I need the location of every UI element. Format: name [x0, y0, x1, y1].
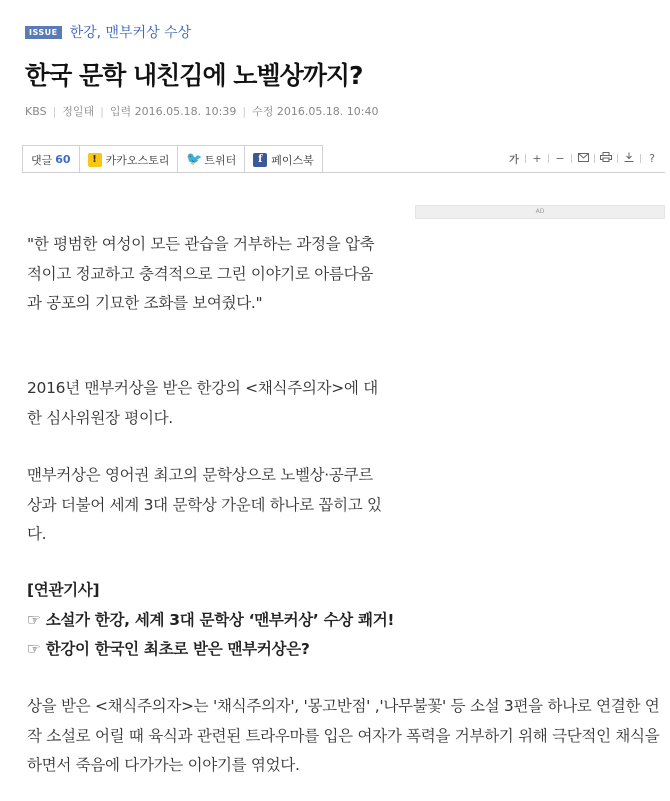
meta-divider: |	[242, 104, 247, 118]
meta-edit-label: 수정	[252, 105, 274, 118]
zoom-in-button[interactable]: +	[532, 152, 542, 165]
facebook-icon: f	[253, 153, 267, 167]
issue-topic-link[interactable]: 한강, 맨부커상 수상	[69, 25, 192, 41]
comment-label: 댓글	[31, 153, 53, 167]
tool-divider	[640, 154, 641, 163]
issue-badge: ISSUE	[25, 26, 62, 39]
download-icon[interactable]	[622, 152, 636, 165]
meta-input-time: 2016.05.18. 10:39	[134, 104, 237, 118]
comment-button[interactable]	[23, 146, 80, 173]
zoom-out-button[interactable]: −	[555, 152, 565, 165]
article-tools	[507, 151, 659, 166]
article-paragraph: 상을 받은 <채식주의자>는 '채식주의자', '몽고반점' ,'나무불꽃' 등 소설 3편을 하나로 연결한 연작 소설로 어릴 때 육식과 관련된 트라우마를 입은 여자가 폭력을 거부하기 위해 극단적인 채식을 하면서 죽음에 다가가는 이야기를 엮었다.	[27, 697, 660, 774]
comment-count: 60	[55, 153, 71, 166]
article-paragraph: "한 평범한 여성이 모든 관습을 거부하는 과정을 압축적이고 정교하고 충격적으로 그린 이야기로 아름다움과 공포의 기묘한 조화를 보여줬다."	[27, 235, 375, 312]
email-icon[interactable]	[576, 152, 590, 165]
kakaostory-share-button[interactable]	[80, 146, 179, 173]
related-link-2[interactable]: ☞ 한강이 한국인 최초로 받은 맨부커상은?	[27, 640, 310, 658]
print-icon[interactable]	[599, 152, 613, 165]
meta-input-label: 입력	[109, 105, 132, 118]
facebook-label: 페이스북	[271, 153, 314, 167]
related-articles	[27, 576, 487, 665]
tool-divider	[594, 154, 595, 163]
article-paragraph: 2016년 맨부커상을 받은 한강의 <채식주의자>에 대한 심사위원장 평이다.	[27, 379, 378, 427]
twitter-share-button[interactable]	[178, 146, 245, 173]
article-toolbar	[22, 145, 665, 173]
meta-divider: |	[100, 104, 104, 118]
tool-divider	[548, 154, 549, 163]
meta-edit-time: 2016.05.18. 10:40	[276, 104, 379, 118]
article-meta	[25, 103, 379, 119]
twitter-label: 트위터	[204, 153, 237, 167]
related-link-1[interactable]: ☞ 소설가 한강, 세계 3대 문학상 ‘맨부커상’ 수상 쾌거!	[27, 610, 395, 629]
issue-header	[25, 22, 191, 42]
twitter-icon: 🐦	[186, 151, 203, 167]
kakaostory-icon: !	[88, 153, 102, 167]
article-headline: 한국 문학 내친김에 노벨상까지?	[25, 61, 363, 90]
kakaostory-label: 카카오스토리	[105, 153, 170, 167]
font-size-icon[interactable]: 가	[509, 155, 519, 166]
tool-divider	[571, 154, 572, 163]
article-paragraph: 맨부커상은 영어권 최고의 문학상으로 노벨상·공쿠르상과 더불어 세계 3대 문학상 가운데 하나로 꼽히고 있다.	[27, 466, 382, 543]
meta-source: KBS	[25, 104, 47, 118]
help-icon[interactable]: ?	[649, 152, 655, 165]
meta-divider: |	[52, 104, 57, 118]
share-group	[22, 145, 323, 173]
tool-divider	[525, 154, 526, 163]
facebook-share-button[interactable]	[245, 146, 322, 173]
tool-divider	[617, 154, 618, 163]
related-heading: [연관기사]	[27, 581, 100, 599]
meta-author: 정일태	[62, 105, 95, 118]
ad-banner[interactable]: AD	[415, 205, 665, 219]
